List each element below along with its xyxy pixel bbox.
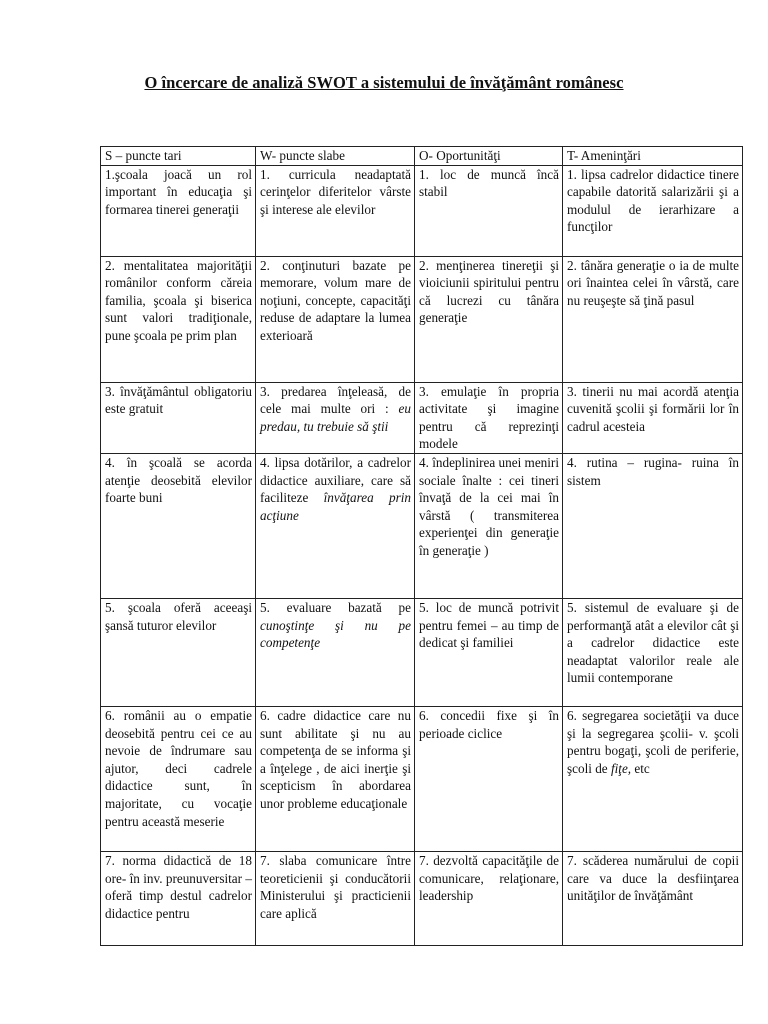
threat-text-end: etc — [634, 760, 650, 776]
cell-threat: 4. rutina – rugina- ruina în sistem — [563, 453, 743, 598]
cell-strength: 1.şcoala joacă un rol important în educaţia şi formarea tinerei generaţii — [101, 165, 256, 256]
table-row — [101, 382, 743, 453]
cell-strength: 3. învăţământul obligatoriu este gratuit — [101, 382, 256, 453]
cell-threat — [563, 706, 743, 851]
cell-threat: 1. lipsa cadrelor didactice tinere capabile datorită salarizării şi a modulul de ierarhizare a funcţilor — [563, 165, 743, 256]
cell-strength: 7. norma didactică de 18 ore- în inv. preunuversitar – oferă timp destul cadrelor didactice pentru — [101, 851, 256, 945]
cell-weakness — [256, 598, 415, 706]
header-weaknesses: W- puncte slabe — [256, 147, 415, 166]
cell-strength: 2. mentalitatea majorităţii românilor conform căreia familia, şcoala şi biserica sunt valori tradiţionale, pune şcoala pe prim plan — [101, 256, 256, 382]
cell-threat: 2. tânăra generaţie o ia de multe ori înaintea celei în vârstă, care nu reuşeşte să ţină pasul — [563, 256, 743, 382]
header-opportunities: O- Oportunităţi — [415, 147, 563, 166]
cell-threat: 3. tinerii nu mai acordă atenţia cuvenită şcolii şi formării lor în cadrul acesteia — [563, 382, 743, 453]
document-title: O încercare de analiză SWOT a sistemului de învăţământ românesc — [144, 73, 624, 92]
table-row — [101, 851, 743, 945]
cell-opportunity: 7. dezvoltă capacităţile de comunicare, relaţionare, leadership — [415, 851, 563, 945]
cell-strength: 4. în şcoală se acorda atenţie deosebită elevilor foarte buni — [101, 453, 256, 598]
table-row — [101, 706, 743, 851]
weakness-emphasis: cunoştinţe şi nu pe competenţe — [260, 617, 411, 651]
cell-strength: 5. şcoala oferă aceeaşi şansă tuturor elevilor — [101, 598, 256, 706]
cell-opportunity: 1. loc de muncă încă stabil — [415, 165, 563, 256]
header-threats: T- Ameninţări — [563, 147, 743, 166]
cell-weakness: 2. conţinuturi bazate pe memorare, volum mare de noţiuni, concepte, capacităţi reduse de adaptare la lumea exterioară — [256, 256, 415, 382]
table-row — [101, 256, 743, 382]
cell-weakness — [256, 453, 415, 598]
weakness-text: 3. predarea înţeleasă, de cele mai multe ori : — [260, 383, 411, 417]
table-row — [101, 453, 743, 598]
weakness-emphasis: învăţarea prin acţiune — [260, 490, 411, 523]
threat-emphasis: fiţe, — [610, 760, 632, 776]
table-header-row — [101, 147, 743, 166]
cell-opportunity: 6. concedii fixe şi în perioade ciclice — [415, 706, 563, 851]
cell-threat: 5. sistemul de evaluare şi de performanţă atât a elevilor cât şi a cadrelor didactice este neadaptat valorilor reale ale lumii contemporane — [563, 598, 743, 706]
cell-threat: 7. scăderea numărului de copii care va duce la desfiinţarea unităţilor de învăţământ — [563, 851, 743, 945]
cell-opportunity: 2. menţinerea tinereţii şi vioiciunii spiritului pentru că lucrezi cu tânăra generaţie — [415, 256, 563, 382]
header-strengths: S – puncte tari — [101, 147, 256, 166]
threat-text: 6. segregarea societăţii va duce şi la segregarea şcolii- v. şcoli pentru bogaţi, şcoli de periferie, şcoli de — [567, 707, 739, 776]
cell-weakness: 1. curricula neadaptată cerinţelor diferitelor vârste şi interese ale elevilor — [256, 165, 415, 256]
cell-strength: 6. românii au o empatie deosebită pentru cei ce au nevoie de îndrumare sau ajutor, deci cadrele didactice sunt, în majoritate, cu vocaţie pentru această meserie — [101, 706, 256, 851]
weakness-text: 5. evaluare bazată pe — [260, 599, 411, 615]
cell-weakness — [256, 382, 415, 453]
weakness-emphasis: eu predau, tu trebuie să ştii — [260, 401, 411, 434]
cell-weakness: 6. cadre didactice care nu sunt abilitate şi nu au competenţa de se informa şi a înţelege , de aici inerţie şi scepticism în abordarea unor probleme educaţionale — [256, 706, 415, 851]
cell-opportunity: 5. loc de muncă potrivit pentru femei – au timp de dedicat şi familiei — [415, 598, 563, 706]
table-row — [101, 165, 743, 256]
weakness-text: 4. lipsa dotărilor, a cadrelor didactice auxiliare, care să faciliteze — [260, 454, 411, 506]
cell-weakness: 7. slaba comunicare între teoreticienii şi conducătorii Ministerului şi practicienii care aplică — [256, 851, 415, 945]
cell-opportunity: 3. emulaţie în propria activitate şi imagine pentru că reprezinţi modele — [415, 382, 563, 453]
table-row — [101, 598, 743, 706]
cell-opportunity: 4. îndeplinirea unei meniri sociale înalte : cei tineri învaţă de la cei mai în vârstă ( transmiterea experienţei din generaţie în generaţie ) — [415, 453, 563, 598]
swot-table — [100, 146, 743, 946]
